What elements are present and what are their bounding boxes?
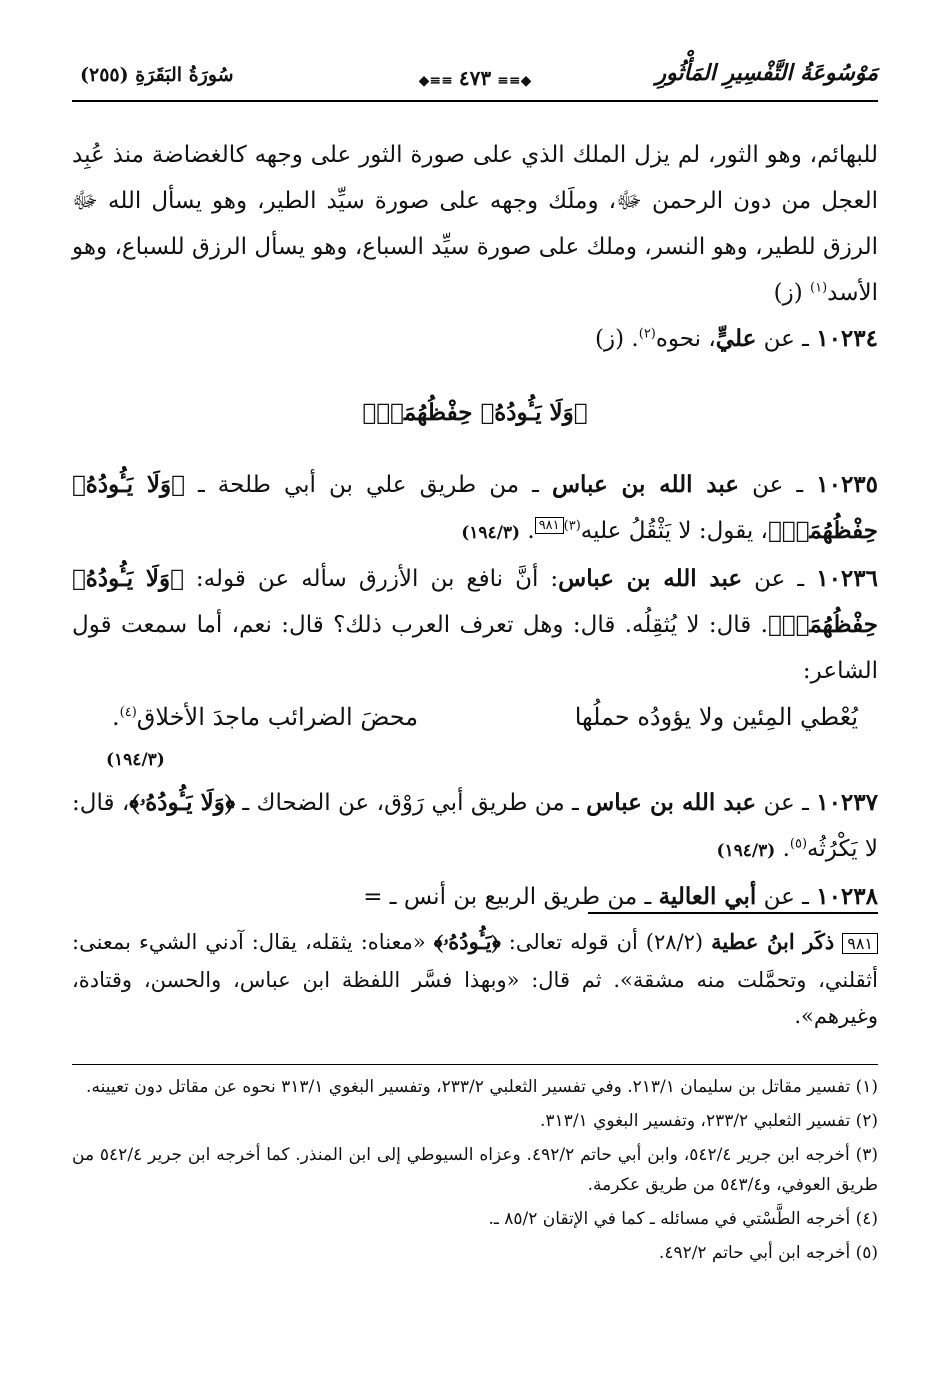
commentary-ref-badge: ٩٨١ xyxy=(842,933,878,954)
narration-10237: ١٠٢٣٧ ـ عن عبد الله بن عباس ـ من طريق أبي رَوْق، عن الضحاك ـ ﴿وَلَا يَـُٔودُهُۥ﴾، قال: لا يَكْرُثُه$^{(٥)}$. (١٩٤/٣) xyxy=(72,789,878,862)
footnote-marker: (١) xyxy=(810,280,828,296)
footnote-marker: (٢) xyxy=(638,326,656,342)
narration-number: ١٠٢٣٦ xyxy=(816,565,878,592)
footnote-marker: (٣) xyxy=(563,518,581,534)
quran-quote: ﴿وَلَا يَـُٔودُهُۥ حِفْظُهُمَاۚ﴾ xyxy=(72,565,878,638)
narrator-name: أبي العالية xyxy=(658,883,757,910)
header-rule xyxy=(72,100,878,102)
commentary-ref-badge: ٩٨١ xyxy=(535,517,564,534)
footnotes xyxy=(72,1072,878,1272)
narration-number: ١٠٢٣٨ xyxy=(816,883,878,910)
paragraph: للبهائم، وهو الثور، لم يزل الملك الذي على صورة الثور على وجهه كالغضاضة منذ عُبِد العجل من دون الرحمن ﷻ، وملَك وجهه على صورة سيِّد الطير، وهو يسأل الله ﷻ الرزق للطير، وهو النسر، وملك على صورة سيِّد السباع، وهو يسأل الرزق للسباع، وهو الأسد$^{(١)}$ (ز) xyxy=(72,142,878,306)
ornament-left-icon: ◆≡≡ xyxy=(497,73,532,89)
poem-hemistich-1: يُعْطي المِئين ولا يؤودُه حملُها xyxy=(574,703,858,731)
commentary-author: ذكَر ابنُ عطية xyxy=(711,929,835,954)
surah-label: سُورَةُ البَقَرَةِ (٢٥٥) xyxy=(80,64,234,86)
verse-heading: ﴿وَلَا يَـُٔودُهُۥ حِفْظُهُمَاۚ﴾ xyxy=(362,399,588,426)
narrator-name: عبد الله بن عباس xyxy=(551,471,740,498)
volume-ref: (١٩٤/٣) xyxy=(461,523,521,543)
commentary-separator xyxy=(588,912,878,914)
narrator-name: عبد الله بن عباس xyxy=(586,789,757,816)
ornament-right-icon: ≡≡◆ xyxy=(418,73,453,89)
footnote: (١) تفسير مقاتل بن سليمان ٢١٣/١. وفي تفسير الثعلبي ٢٣٣/٢، وتفسير البغوي ٣١٣/١ نحوه عن مقاتل دون تعيينه. xyxy=(86,1077,878,1097)
footnote: (٤) أخرجه الطَّسْتي في مسائله ـ كما في الإتقان ٨٥/٢ ـ. xyxy=(488,1209,878,1229)
narration-10234: ١٠٢٣٤ ـ عن عليٍّ، نحوه$^{(٢)}$. (ز) xyxy=(595,325,878,352)
main-text xyxy=(72,132,878,920)
page-header xyxy=(72,60,878,100)
footnote: (٢) تفسير الثعلبي ٢٣٣/٢، وتفسير البغوي ٣١٣/١. xyxy=(540,1111,878,1131)
footnote-marker: (٥) xyxy=(789,836,808,852)
poem-hemistich-2: محضَ الضرائب ماجدَ الأخلاق xyxy=(136,703,419,731)
narration-10238: ١٠٢٣٨ ـ عن أبي العالية ـ من طريق الربيع بن أنس ـ = xyxy=(363,883,878,910)
footnote: (٥) أخرجه ابن أبي حاتم ٤٩٢/٢. xyxy=(658,1243,878,1263)
narration-number: ١٠٢٣٥ xyxy=(816,471,879,498)
volume-ref: (١٩٤/٣) xyxy=(716,841,776,861)
narration-number: ١٠٢٣٤ xyxy=(816,325,878,352)
quran-quote: ﴿وَلَا يَـُٔودُهُۥ حِفْظُهُمَاۚ﴾ xyxy=(72,471,878,544)
volume-ref: (١٩٤/٣) xyxy=(106,750,165,770)
quran-quote: ﴿يَـُٔودُهُۥ﴾ xyxy=(433,929,501,954)
page-number: ٤٧٣ xyxy=(458,66,492,90)
commentary-note: ٩٨١ ذكَر ابنُ عطية (٢٨/٢) أن قوله تعالى: ﴿يَـُٔودُهُۥ﴾ «معناه: يثقله، يقال: آدني الشيء بمعنى: أثقلني، وتحمَّلت منه مشقة». ثم قال: «وبهذا فسَّر اللفظة ابن عباس، والحسن، وقتادة، وغيرهم». xyxy=(72,929,878,1028)
poem-verse: يُعْطي المِئين ولا يؤودُه حملُها محضَ الضرائب ماجدَ الأخلاق$^{(٤)}$. xyxy=(72,694,878,740)
narration-number: ١٠٢٣٧ xyxy=(816,789,878,816)
narrator-name: عبد الله بن عباس xyxy=(558,565,743,592)
book-page xyxy=(72,0,878,1381)
narration-10236: ١٠٢٣٦ ـ عن عبد الله بن عباس: أنَّ نافع بن الأزرق سأله عن قوله: ﴿وَلَا يَـُٔودُهُۥ حِفْظُهُمَاۚ﴾. قال: لا يُثقِلُه. قال: وهل تعرف العرب ذلك؟ قال: نعم، أما سمعت قول الشاعر: xyxy=(72,565,878,684)
book-title: مَوْسُوعَةُ التَّفْسِيرِ المَأْثُورِ xyxy=(655,60,878,86)
footnotes-separator xyxy=(72,1064,878,1065)
narration-10235: ١٠٢٣٥ ـ عن عبد الله بن عباس ـ من طريق علي بن أبي طلحة ـ ﴿وَلَا يَـُٔودُهُۥ حِفْظُهُمَاۚ﴾، يقول: لا يَثْقُلُ عليه$^{(٣)٩٨١}$. (١٩٤/٣) xyxy=(72,471,879,544)
quran-quote: ﴿وَلَا يَـُٔودُهُۥ﴾ xyxy=(129,789,236,816)
footnote: (٣) أخرجه ابن جرير ٥٤٢/٤، وابن أبي حاتم ٤٩٢/٢. وعزاه السيوطي إلى ابن المنذر. كما أخرجه ابن جرير ٥٤٢/٤ من طريق العوفي، و٥٤٣/٤ من طريق عكرمة. xyxy=(72,1145,878,1195)
footnote-marker: (٤) xyxy=(119,705,137,720)
